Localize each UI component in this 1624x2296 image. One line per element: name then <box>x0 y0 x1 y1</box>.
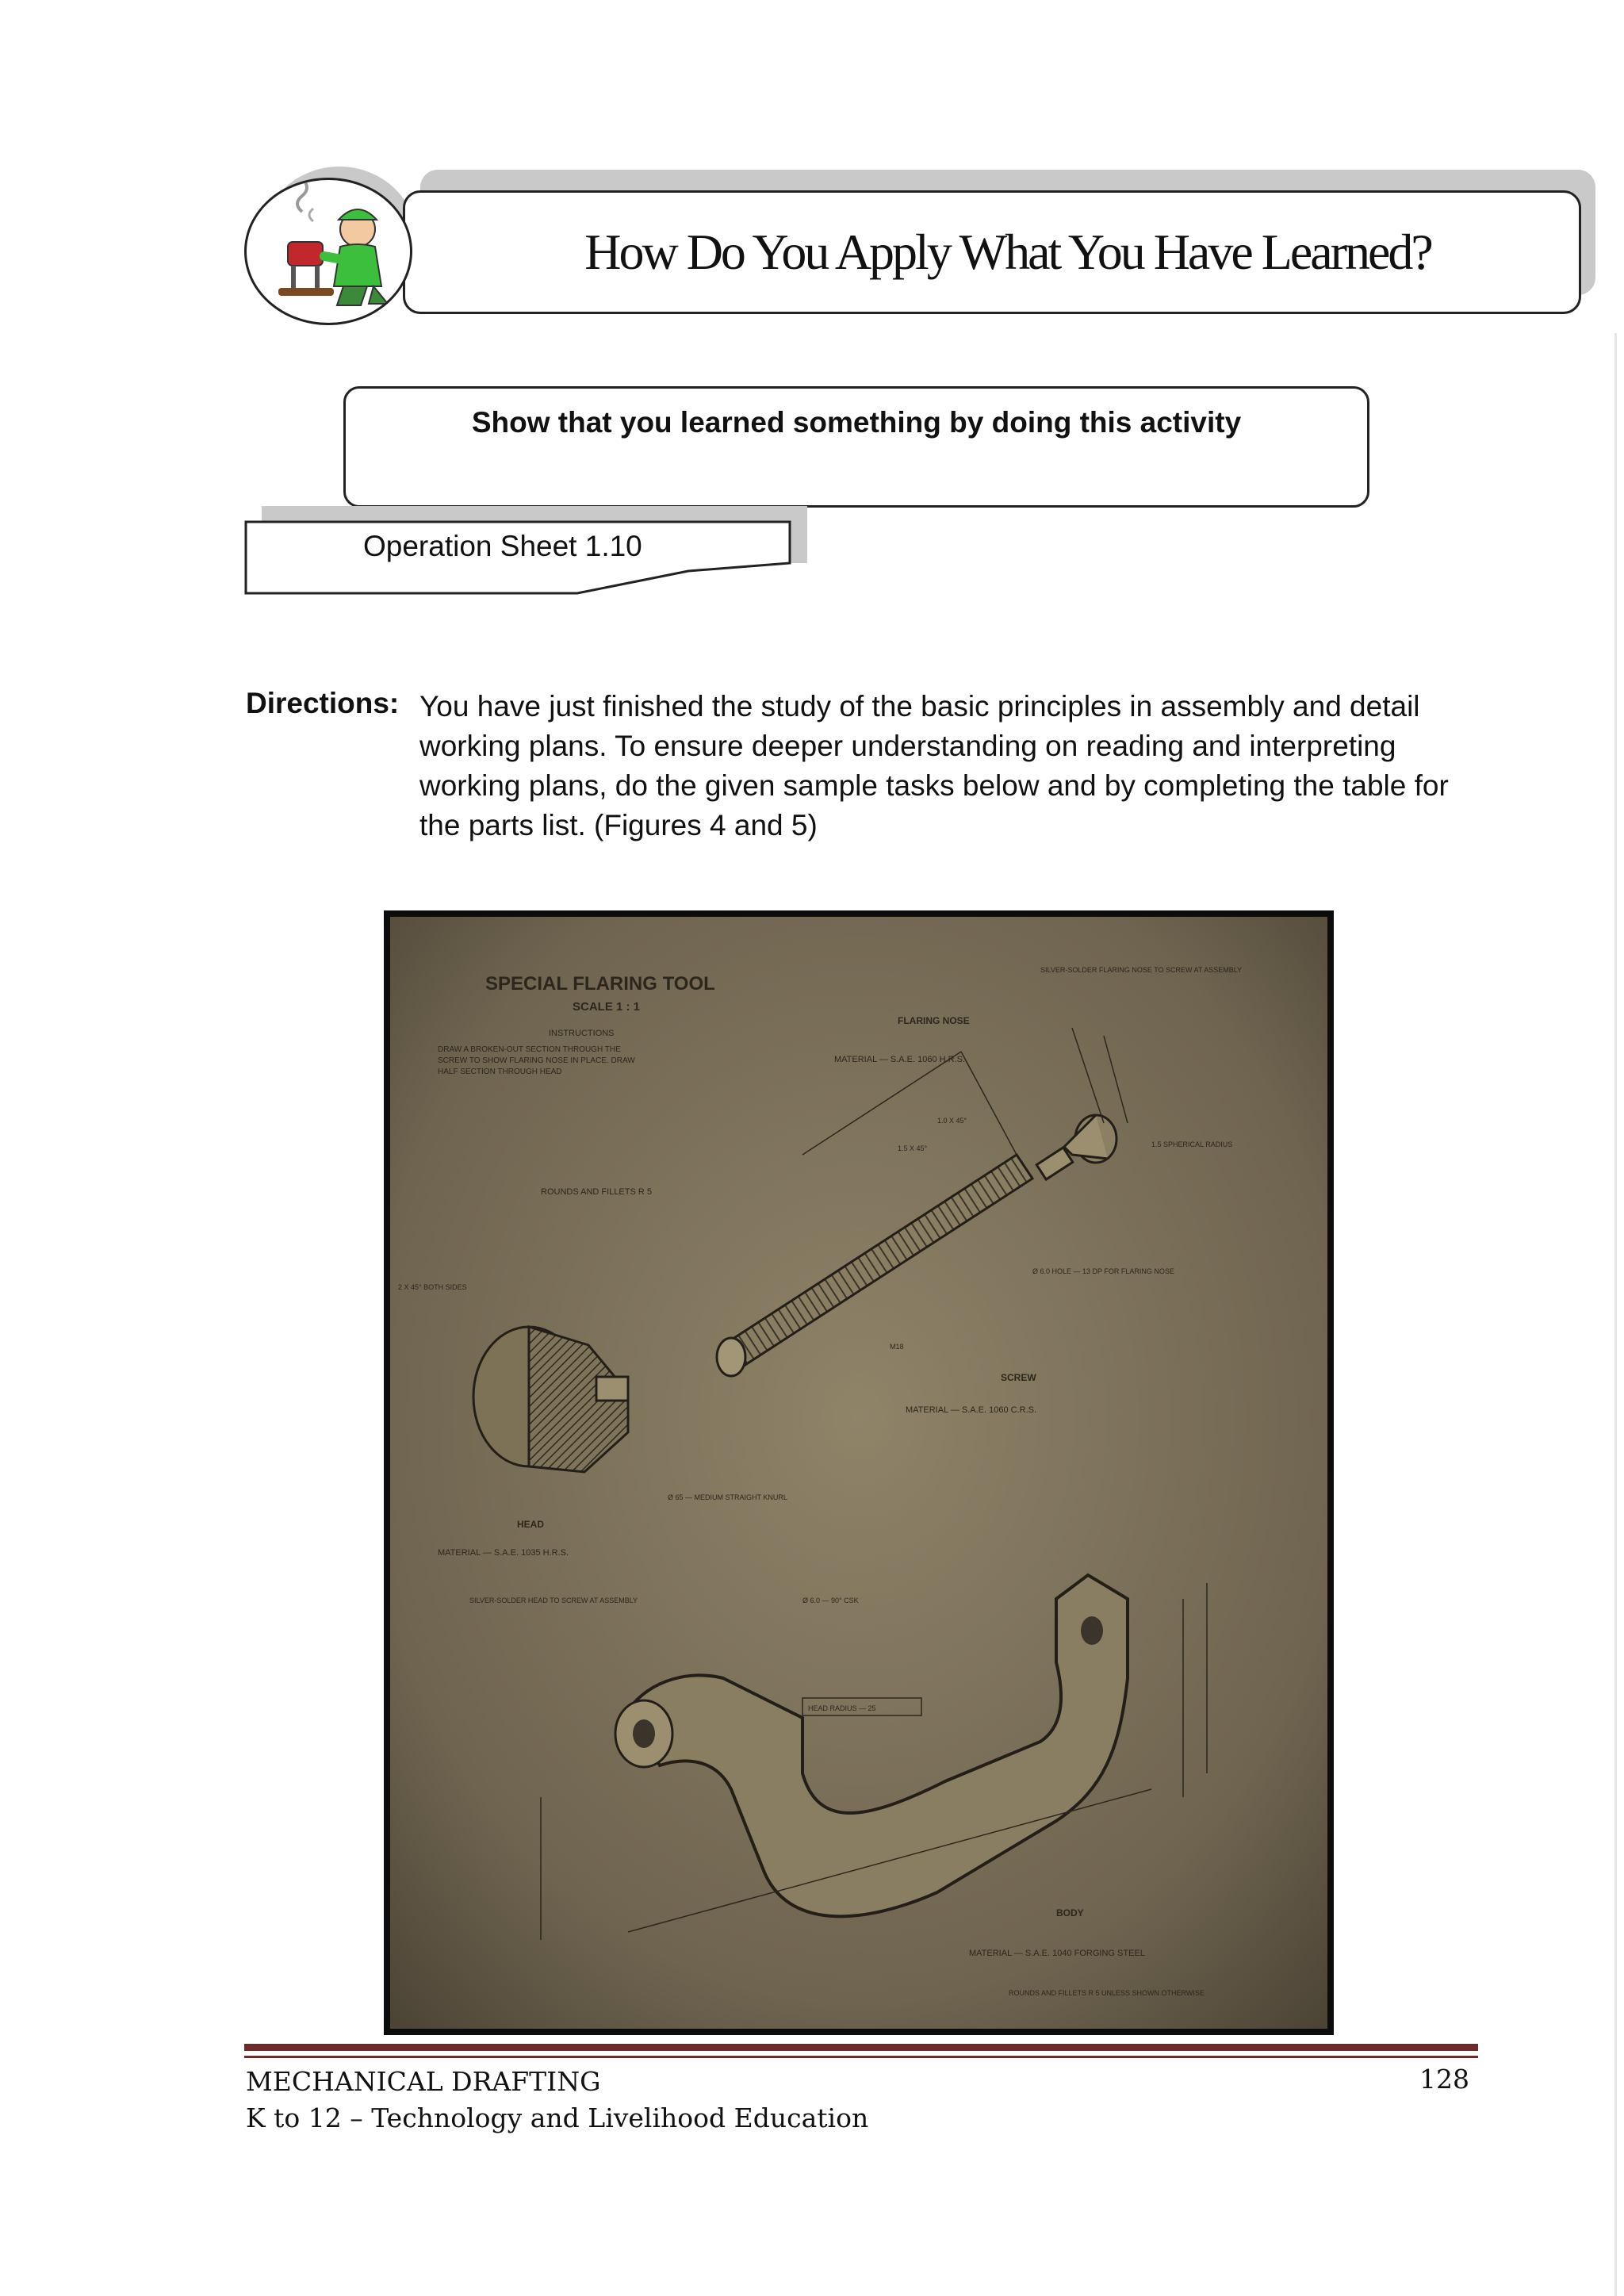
thread-note: M18 <box>890 1343 904 1351</box>
footer-rule-thin <box>244 2056 1478 2058</box>
mascot-badge <box>244 178 412 325</box>
body-material: MATERIAL — S.A.E. 1040 FORGING STEEL <box>969 1949 1145 1958</box>
screw-material: MATERIAL — S.A.E. 1060 C.R.S. <box>906 1405 1037 1415</box>
head-label: HEAD <box>517 1519 545 1530</box>
footer-program: K to 12 – Technology and Livelihood Education <box>246 2102 869 2133</box>
page-title: How Do You Apply What You Have Learned? <box>584 224 1431 280</box>
drawing-scale: SCALE 1 : 1 <box>573 1000 641 1014</box>
flaring-nose-label: FLARING NOSE <box>898 1015 970 1026</box>
instructions-heading: INSTRUCTIONS <box>549 1029 615 1038</box>
head-radius-note: HEAD RADIUS — 25 <box>808 1704 876 1712</box>
chamfer-note: 1.0 X 45° <box>937 1117 967 1125</box>
rounds-note: ROUNDS AND FILLETS R 5 <box>541 1187 652 1197</box>
screw-label: SCREW <box>1001 1372 1036 1383</box>
knurl-note: Ø 65 — MEDIUM STRAIGHT KNURL <box>668 1493 787 1501</box>
drawing-title: SPECIAL FLARING TOOL <box>485 973 715 995</box>
operation-sheet-label: Operation Sheet 1.10 <box>363 530 642 562</box>
chamfer-both-sides-note: 2 X 45° BOTH SIDES <box>398 1283 467 1291</box>
flaring-tool-drawing <box>390 917 1327 2029</box>
page-edge <box>1614 333 1617 2296</box>
instructions-line: DRAW A BROKEN-OUT SECTION THROUGH THE <box>438 1045 621 1054</box>
activity-instruction-box <box>343 386 1369 508</box>
body-label: BODY <box>1056 1907 1084 1918</box>
instructions-line: HALF SECTION THROUGH HEAD <box>438 1068 562 1076</box>
directions-text: You have just finished the study of the basic principles in assembly and detail working plans. To ensure deeper understanding on reading and interpreting working plans, do the given sample tasks below and by completing the table for the parts list. (Figures 4 and 5) <box>419 690 1449 841</box>
directions-label: Directions: <box>246 687 400 719</box>
silver-solder-head-note: SILVER-SOLDER HEAD TO SCREW AT ASSEMBLY <box>469 1596 638 1604</box>
silver-solder-nose-note: SILVER-SOLDER FLARING NOSE TO SCREW AT ASSEMBLY <box>1040 966 1243 974</box>
csk-note: Ø 6.0 — 90° CSK <box>802 1596 859 1604</box>
instructions-line: SCREW TO SHOW FLARING NOSE IN PLACE. DRAW <box>438 1056 635 1065</box>
footer-course: MECHANICAL DRAFTING <box>246 2066 601 2097</box>
activity-instruction: Show that you learned something by doing this activity <box>471 406 1242 439</box>
chamfer-note-2: 1.5 X 45° <box>898 1144 928 1152</box>
flaring-hole-note: Ø 6.0 HOLE — 13 DP FOR FLARING NOSE <box>1032 1267 1174 1275</box>
footer-rule-thick <box>244 2044 1478 2051</box>
flaring-nose-material: MATERIAL — S.A.E. 1060 H.R.S. <box>834 1055 966 1064</box>
title-banner <box>403 190 1581 314</box>
footer-info <box>246 2064 868 2137</box>
rounds-fillets-note: ROUNDS AND FILLETS R 5 UNLESS SHOWN OTHERWISE <box>1009 1989 1205 1997</box>
operation-sheet-tab <box>244 520 791 595</box>
head-material: MATERIAL — S.A.E. 1035 H.R.S. <box>438 1548 569 1558</box>
spherical-radius-note: 1.5 SPHERICAL RADIUS <box>1151 1140 1233 1148</box>
mascot-cooking-icon <box>247 180 412 325</box>
assembly-drawing-photo <box>384 910 1334 2035</box>
page-number: 128 <box>1419 2064 1469 2095</box>
